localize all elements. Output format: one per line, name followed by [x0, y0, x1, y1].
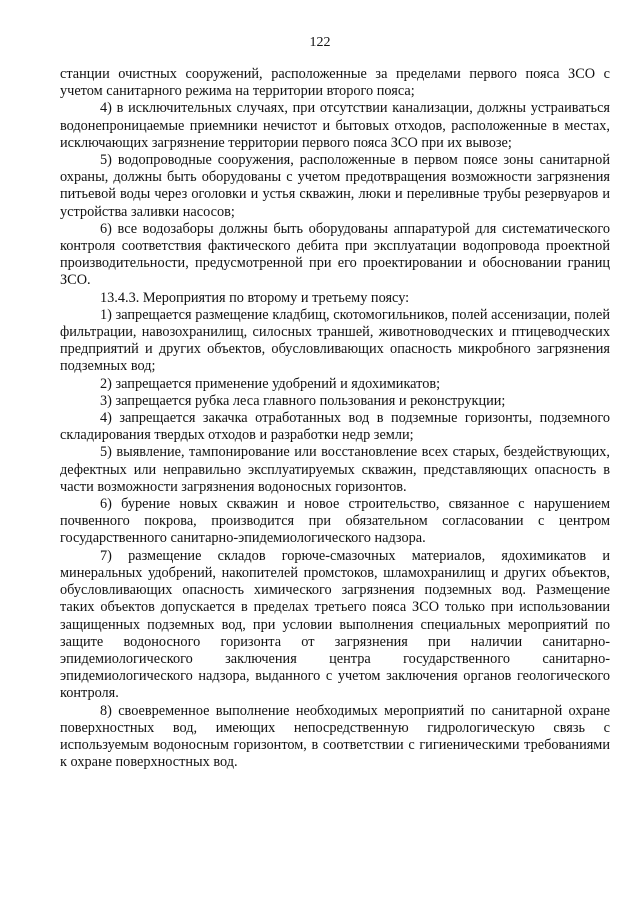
paragraph-zone2-item-1: 1) запрещается размещение кладбищ, скотомогильников, полей ассенизации, полей фильтрации, навозохранилищ, силосных траншей, животноводческих и птицеводческих предприятий и других объектов, обусловливающих опасность микробного загрязнения подземных вод; — [60, 306, 610, 375]
page-number: 122 — [309, 35, 331, 50]
paragraph-zone2-item-5: 5) выявление, тампонирование или восстановление всех старых, бездействующих, дефектных или неправильно эксплуатируемых скважин, представляющих опасность в части возможности загрязнения водоносных горизонтов. — [60, 444, 610, 495]
paragraph-zone2-item-3: 3) запрещается рубка леса главного пользования и реконструкции; — [100, 392, 506, 409]
paragraph-zone2-item-6: 6) бурение новых скважин и новое строительство, связанное с нарушением почвенного покрова, производится при обязательном согласовании с центром государственного санитарно-эпидемиологического надзора. — [60, 496, 610, 547]
paragraph-item-5: 5) водопроводные сооружения, расположенные в первом поясе зоны санитарной охраны, должны быть оборудованы с учетом предотвращения возможности загрязнения питьевой воды через оголовки и устья скважин, люки и переливные трубы резервуаров и устройства заливки насосов; — [60, 152, 610, 220]
paragraph-zone2-item-2: 2) запрещается применение удобрений и ядохимикатов; — [100, 375, 441, 392]
document-body — [60, 66, 610, 771]
paragraph-item-6: 6) все водозаборы должны быть оборудованы аппаратурой для систематического контроля соответствия фактического дебита при эксплуатации водопровода проектной производительности, предусмотренной при его проектировании и обосновании границ ЗСО. — [60, 220, 610, 289]
paragraph-zone2-item-8: 8) своевременное выполнение необходимых мероприятий по санитарной охране поверхностных вод, имеющих непосредственную гидрологическую связь с используемым водоносным горизонтом, в соответствии с гигиеническими требованиями к охране поверхностных вод. — [60, 702, 610, 771]
section-heading-13-4-3: 13.4.3. Мероприятия по второму и третьему поясу: — [100, 289, 410, 306]
paragraph-zone2-item-4: 4) запрещается закачка отработанных вод в подземные горизонты, подземного складирования твердых отходов и разработки недр земли; — [60, 410, 610, 444]
paragraph-continuation: станции очистных сооружений, расположенные за пределами первого пояса ЗСО с учетом санитарного режима на территории второго пояса; — [60, 66, 610, 100]
paragraph-item-4: 4) в исключительных случаях, при отсутствии канализации, должны устраиваться водонепроницаемые приемники нечистот и бытовых отходов, расположенные в местах, исключающих загрязнение территории первого пояса ЗСО при их вывозе; — [60, 100, 610, 151]
paragraph-zone2-item-7: 7) размещение складов горюче-смазочных материалов, ядохимикатов и минеральных удобрений, накопителей промстоков, шламохранилищ и других объектов, обусловливающих опасность химического загрязнения подземных вод. Размещение таких объектов допускается в пределах третьего пояса ЗСО только при использовании защищенных подземных вод, при условии выполнения специальных мероприятий по защите водоносного горизонта от загрязнения при наличии санитарно-эпидемиологического заключения центра государственного санитарно-эпидемиологического надзора, выданного с учетом заключения органов геологического контроля. — [60, 547, 610, 702]
